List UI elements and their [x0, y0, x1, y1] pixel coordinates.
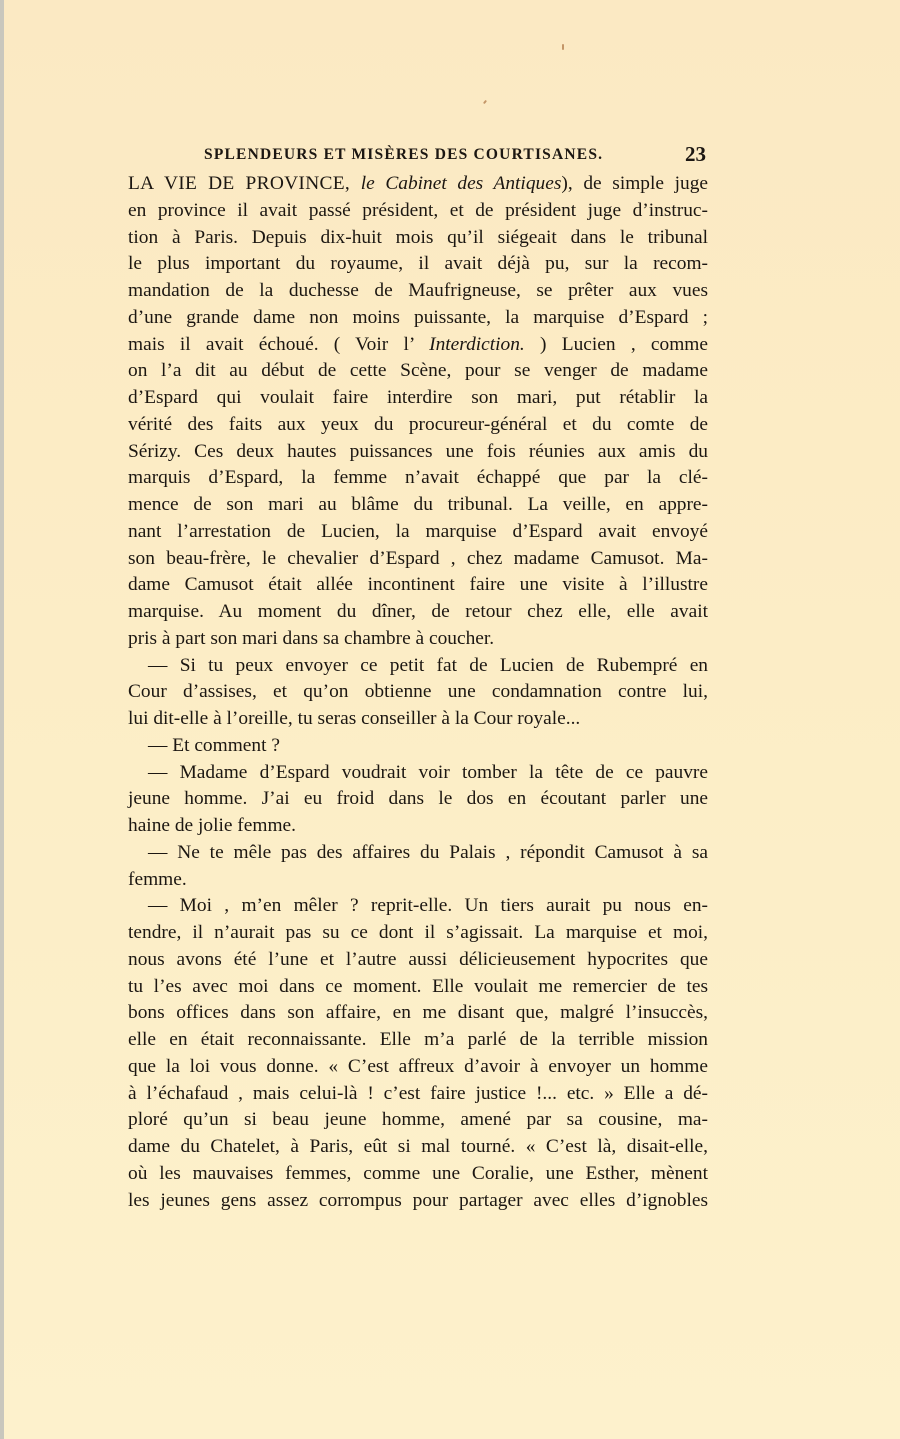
text-line: mence de son mari au blâme du tribunal. La veille, en appre- [128, 494, 708, 515]
text-line: — Madame d’Espard voudrait voir tomber la tête de ce pauvre [148, 761, 708, 783]
text-line: mandation de la duchesse de Maufrigneuse, se prêter aux vues [128, 280, 708, 301]
text-line: nant l’arrestation de Lucien, la marquise d’Espard avait envoyé [128, 520, 708, 542]
text-line: son beau-frère, le chevalier d’Espard , chez madame Camusot. Ma- [128, 547, 708, 569]
text-run: mais il avait échoué. ( Voir l’ [128, 333, 414, 355]
text-line: marquise. Au moment du dîner, de retour chez elle, elle avait [128, 601, 708, 622]
text-line: pris à part son mari dans sa chambre à coucher. [128, 627, 495, 649]
running-title: SPLENDEURS ET MISÈRES DES COURTISANES. [204, 146, 604, 163]
text-line: ploré qu’un si beau jeune homme, amené par sa cousine, ma- [128, 1109, 708, 1131]
text-line: tu l’es avec moi dans ce moment. Elle voulait me remercier de tes [128, 975, 708, 997]
running-head [128, 140, 708, 170]
body-text [128, 171, 708, 1214]
text-line: Cour d’assises, et qu’on obtienne une condamnation contre lui, [128, 681, 708, 703]
text-line: lui dit-elle à l’oreille, tu seras conseiller à la Cour royale... [128, 708, 581, 729]
text-run: LA VIE DE PROVINCE, [128, 173, 351, 194]
text-line: jeune homme. J’ai eu froid dans le dos en écoutant parler une [128, 788, 708, 810]
page-edge [0, 0, 4, 1439]
text-run: ) Lucien , comme [524, 333, 708, 355]
page-number: 23 [685, 142, 706, 166]
text-line: Sérizy. Ces deux hautes puissances une fois réunies aux amis du [128, 440, 708, 462]
text-line: tion à Paris. Depuis dix-huit mois qu’il siégeait dans le tribunal [128, 226, 708, 248]
italic-title: Interdiction. [429, 333, 525, 355]
paper-speck [562, 44, 564, 50]
text-line: tendre, il n’aurait pas su ce dont il s’agissait. La marquise et moi, [128, 922, 708, 943]
book-page [128, 140, 708, 1214]
text-line: — Et comment ? [148, 734, 280, 756]
text-line: en province il avait passé président, et de président juge d’instruc- [128, 199, 708, 221]
text-line: dame Camusot était allée incontinent faire une visite à l’illustre [128, 574, 708, 596]
text-line: vérité des faits aux yeux du procureur-général et du comte de [128, 413, 708, 435]
text-line: que la loi vous donne. « C’est affreux d’avoir à envoyer un homme [128, 1055, 708, 1077]
italic-title: le Cabinet des Antiques [360, 173, 562, 194]
text-line: — Si tu peux envoyer ce petit fat de Lucien de Rubempré en [148, 654, 708, 676]
text-line: d’Espard qui voulait faire interdire son mari, put rétablir la [128, 387, 708, 408]
text-line: marquis d’Espard, la femme n’avait échappé que par la clé- [128, 467, 708, 489]
text-line: — Ne te mêle pas des affaires du Palais , répondit Camusot à sa [148, 841, 708, 863]
text-line: haine de jolie femme. [128, 815, 296, 836]
text-line: les jeunes gens assez corrompus pour partager avec elles d’ignobles [128, 1189, 708, 1211]
text-line [128, 171, 708, 198]
text-line: femme. [128, 868, 187, 890]
text-line: le plus important du royaume, il avait déjà pu, sur la recom- [128, 253, 708, 275]
paper-speck [483, 100, 487, 104]
text-line: dame du Chatelet, à Paris, eût si mal tourné. « C’est là, disait-elle, [128, 1136, 708, 1157]
text-line: on l’a dit au début de cette Scène, pour se venger de madame [128, 360, 708, 382]
text-line: — Moi , m’en mêler ? reprit-elle. Un tiers aurait pu nous en- [148, 895, 708, 917]
text-line: d’une grande dame non moins puissante, la marquise d’Espard ; [128, 306, 708, 328]
text-line: où les mauvaises femmes, comme une Coralie, une Esther, mènent [128, 1162, 708, 1184]
text-line: elle en était reconnaissante. Elle m’a parlé de la terrible mission [128, 1029, 708, 1050]
text-line: à l’échafaud , mais celui-là ! c’est faire justice !... etc. » Elle a dé- [128, 1082, 708, 1104]
text-line [128, 332, 708, 359]
text-line: nous avons été l’une et l’autre aussi délicieusement hypocrites que [128, 948, 708, 970]
text-run: ), de simple juge [561, 173, 709, 194]
text-line: bons offices dans son affaire, en me disant que, malgré l’insuccès, [128, 1002, 708, 1024]
